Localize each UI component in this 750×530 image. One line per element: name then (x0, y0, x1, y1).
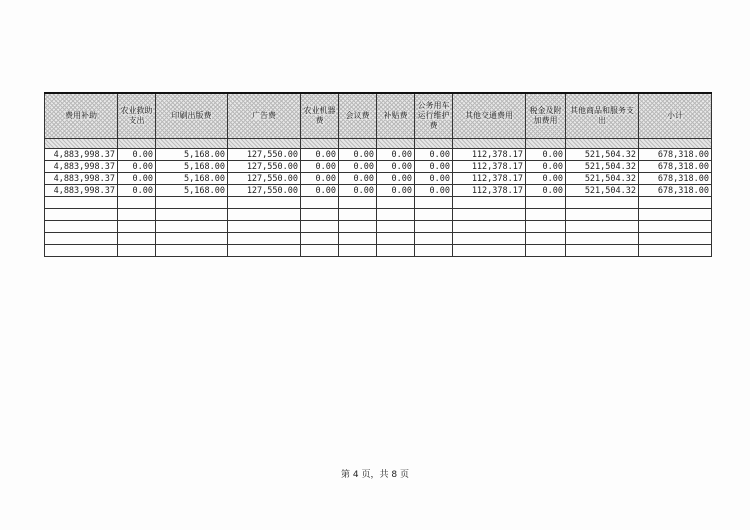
empty-cell (118, 221, 156, 233)
empty-cell (228, 197, 301, 209)
empty-cell (639, 245, 712, 257)
empty-cell (45, 245, 118, 257)
column-code-cell (526, 139, 566, 149)
empty-cell (118, 209, 156, 221)
table-cell: 521,504.32 (566, 161, 639, 173)
empty-cell (301, 233, 339, 245)
table-cell: 127,550.00 (228, 149, 301, 161)
empty-cell (415, 221, 453, 233)
empty-cell (301, 245, 339, 257)
empty-cell (453, 197, 526, 209)
empty-cell (526, 221, 566, 233)
column-header (228, 93, 301, 139)
empty-cell (156, 233, 228, 245)
empty-cell (118, 233, 156, 245)
empty-cell (566, 197, 639, 209)
empty-cell (45, 221, 118, 233)
empty-cell (228, 221, 301, 233)
table-cell: 521,504.32 (566, 185, 639, 197)
column-code-cell (377, 139, 415, 149)
column-header (415, 93, 453, 139)
empty-cell (118, 197, 156, 209)
table-cell: 0.00 (377, 161, 415, 173)
table-cell: 0.00 (118, 173, 156, 185)
column-header (156, 93, 228, 139)
empty-cell (453, 221, 526, 233)
table-cell: 0.00 (526, 173, 566, 185)
empty-cell (639, 221, 712, 233)
column-header (453, 93, 526, 139)
column-header (639, 93, 712, 139)
column-code-cell (228, 139, 301, 149)
table-cell: 0.00 (118, 185, 156, 197)
column-code-cell (415, 139, 453, 149)
empty-cell (228, 233, 301, 245)
table-cell: 4,883,998.37 (45, 161, 118, 173)
table-cell: 521,504.32 (566, 149, 639, 161)
empty-cell (526, 245, 566, 257)
table-cell: 5,168.00 (156, 161, 228, 173)
column-code-cell (301, 139, 339, 149)
empty-cell (526, 233, 566, 245)
column-header-label: 农业机器费 (303, 106, 336, 125)
empty-table-row (45, 245, 712, 257)
empty-cell (156, 245, 228, 257)
column-header (301, 93, 339, 139)
table-cell: 0.00 (526, 161, 566, 173)
empty-cell (453, 209, 526, 221)
empty-cell (118, 245, 156, 257)
empty-table-row (45, 209, 712, 221)
column-header-label: 公务用车运行维护费 (417, 101, 450, 130)
empty-table-row (45, 233, 712, 245)
table-cell: 0.00 (339, 161, 377, 173)
empty-cell (339, 245, 377, 257)
empty-cell (377, 233, 415, 245)
table-cell: 0.00 (415, 149, 453, 161)
empty-cell (156, 221, 228, 233)
empty-cell (526, 209, 566, 221)
table-cell: 0.00 (377, 173, 415, 185)
column-code-cell (566, 139, 639, 149)
table-row (45, 185, 712, 197)
empty-cell (339, 221, 377, 233)
empty-cell (377, 209, 415, 221)
table-cell: 127,550.00 (228, 185, 301, 197)
column-header-label: 其他交通费用 (465, 111, 513, 120)
empty-cell (339, 197, 377, 209)
empty-cell (453, 233, 526, 245)
expense-table (44, 92, 712, 257)
table-cell: 678,318.00 (639, 173, 712, 185)
table-row (45, 161, 712, 173)
empty-cell (526, 197, 566, 209)
table-cell: 0.00 (301, 161, 339, 173)
column-header-label: 农业救助支出 (120, 106, 153, 125)
table-cell: 0.00 (377, 185, 415, 197)
empty-cell (45, 209, 118, 221)
table-cell: 0.00 (526, 185, 566, 197)
empty-cell (639, 233, 712, 245)
empty-cell (566, 233, 639, 245)
empty-cell (415, 209, 453, 221)
table-cell: 0.00 (301, 149, 339, 161)
table-cell: 112,378.17 (453, 161, 526, 173)
table-cell: 4,883,998.37 (45, 149, 118, 161)
expense-table-wrapper (44, 92, 711, 257)
empty-cell (453, 245, 526, 257)
empty-cell (45, 233, 118, 245)
column-code-cell (156, 139, 228, 149)
table-cell: 0.00 (415, 173, 453, 185)
empty-cell (639, 197, 712, 209)
table-row (45, 173, 712, 185)
column-header-label: 税金及附加费用 (529, 106, 562, 125)
table-cell: 0.00 (339, 185, 377, 197)
empty-cell (301, 209, 339, 221)
empty-cell (156, 197, 228, 209)
empty-cell (639, 209, 712, 221)
table-cell: 5,168.00 (156, 185, 228, 197)
column-header (45, 93, 118, 139)
table-cell: 521,504.32 (566, 173, 639, 185)
table-cell: 0.00 (339, 173, 377, 185)
empty-cell (45, 197, 118, 209)
table-cell: 127,550.00 (228, 161, 301, 173)
column-code-cell (118, 139, 156, 149)
column-header-label: 小计 (667, 111, 683, 120)
empty-cell (301, 197, 339, 209)
empty-cell (156, 209, 228, 221)
table-cell: 678,318.00 (639, 161, 712, 173)
table-cell: 678,318.00 (639, 149, 712, 161)
column-code-cell (453, 139, 526, 149)
table-cell: 5,168.00 (156, 149, 228, 161)
column-header-label: 会议费 (345, 111, 370, 120)
table-cell: 0.00 (526, 149, 566, 161)
column-header-label: 其他商品和服务支出 (570, 106, 634, 125)
table-cell: 678,318.00 (639, 185, 712, 197)
empty-cell (566, 209, 639, 221)
table-cell: 0.00 (415, 161, 453, 173)
table-cell: 0.00 (301, 185, 339, 197)
page-number: 第 4 页，共 8 页 (341, 470, 409, 480)
column-header-label: 费用补助 (65, 111, 97, 120)
empty-cell (377, 197, 415, 209)
empty-cell (415, 197, 453, 209)
table-cell: 0.00 (339, 149, 377, 161)
column-header (566, 93, 639, 139)
column-code-cell (339, 139, 377, 149)
empty-cell (228, 209, 301, 221)
table-cell: 0.00 (415, 185, 453, 197)
empty-cell (566, 221, 639, 233)
empty-table-row (45, 197, 712, 209)
table-cell: 112,378.17 (453, 173, 526, 185)
empty-table-row (45, 221, 712, 233)
column-header (377, 93, 415, 139)
empty-cell (415, 233, 453, 245)
column-header (118, 93, 156, 139)
column-header-label: 广告费 (252, 111, 276, 120)
table-cell: 5,168.00 (156, 173, 228, 185)
table-row (45, 149, 712, 161)
column-header-label: 补贴费 (383, 111, 408, 120)
empty-cell (415, 245, 453, 257)
table-cell: 4,883,998.37 (45, 185, 118, 197)
header-row (45, 93, 712, 139)
subheader-row (45, 139, 712, 149)
table-cell: 127,550.00 (228, 173, 301, 185)
table-cell: 0.00 (118, 149, 156, 161)
table-cell: 112,378.17 (453, 149, 526, 161)
empty-cell (377, 245, 415, 257)
column-header (339, 93, 377, 139)
table-cell: 0.00 (118, 161, 156, 173)
empty-cell (566, 245, 639, 257)
table-cell: 0.00 (377, 149, 415, 161)
column-code-cell (639, 139, 712, 149)
table-cell: 4,883,998.37 (45, 173, 118, 185)
column-header (526, 93, 566, 139)
column-header-label: 印刷出版费 (171, 111, 212, 120)
table-cell: 0.00 (301, 173, 339, 185)
empty-cell (377, 221, 415, 233)
empty-cell (228, 245, 301, 257)
empty-cell (339, 233, 377, 245)
column-code-cell (45, 139, 118, 149)
table-cell: 112,378.17 (453, 185, 526, 197)
empty-cell (301, 221, 339, 233)
empty-cell (339, 209, 377, 221)
